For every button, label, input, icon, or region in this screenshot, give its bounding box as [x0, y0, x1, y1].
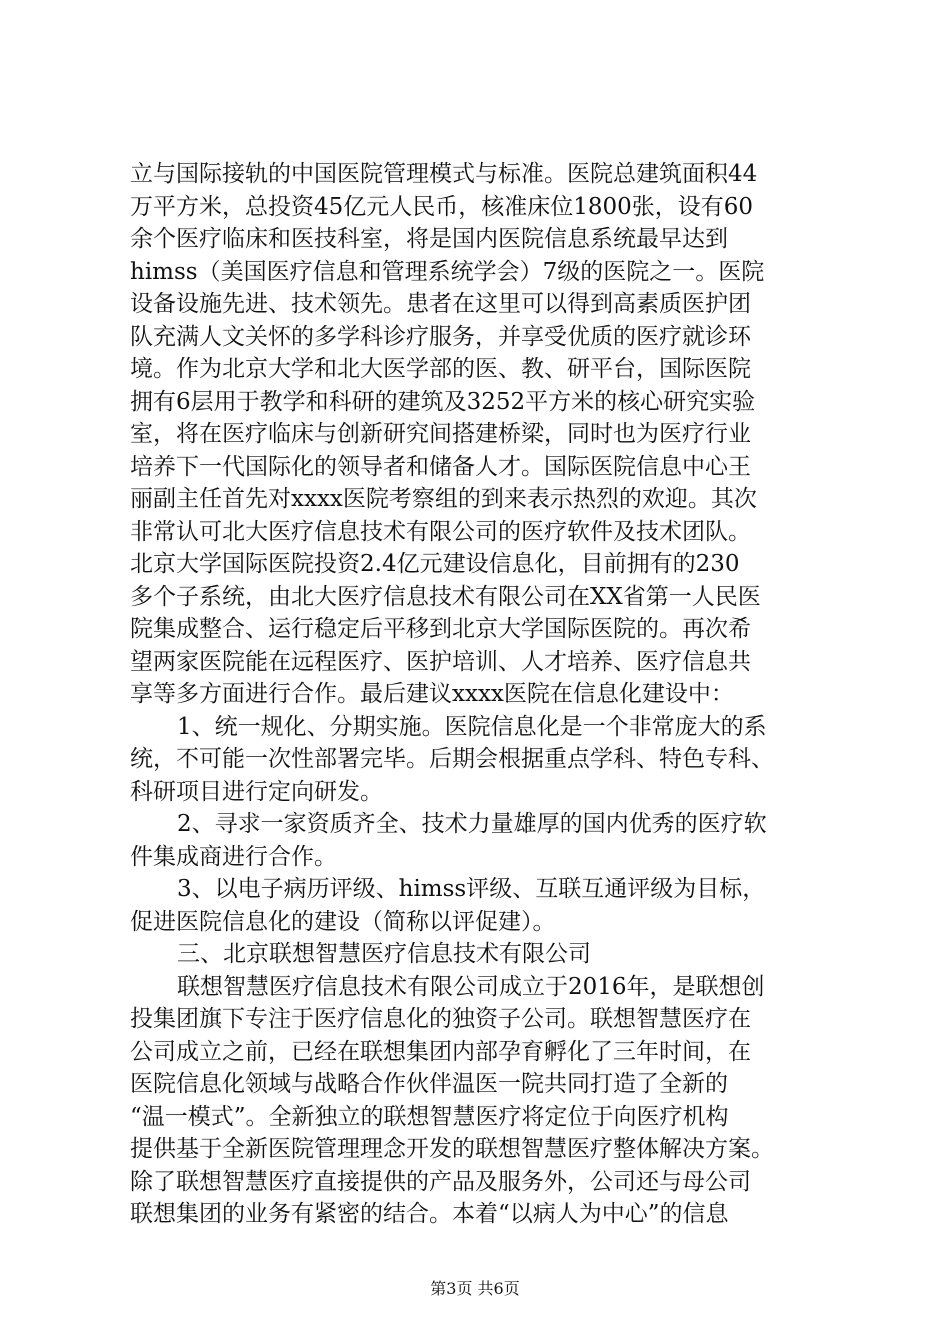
text-line: 多个子系统，由北大医疗信息技术有限公司在XX省第一人民医 — [130, 583, 761, 610]
text-line: 1、统一规化、分期实施。医院信息化是一个非常庞大的系 — [177, 713, 767, 740]
text-line: 件集成商进行合作。 — [130, 843, 337, 870]
text-line: 丽副主任首先对xxxx医院考察组的到来表示热烈的欢迎。其次 — [130, 486, 757, 512]
text-line: 培养下一代国际化的领导者和储备人才。国际医院信息中心王 — [130, 453, 751, 480]
text-line: 非常认可北大医疗信息技术有限公司的医疗软件及技术团队。 — [130, 518, 751, 545]
text-line: 除了联想智慧医疗直接提供的产品及服务外，公司还与母公司 — [130, 1168, 751, 1195]
text-line: 望两家医院能在远程医疗、医护培训、人才培养、医疗信息共 — [130, 648, 751, 675]
text-line: 立与国际接轨的中国医院管理模式与标准。医院总建筑面积44 — [130, 161, 758, 187]
page-footer: 第3页 共6页 — [430, 1279, 520, 1298]
text-line: 享等多方面进行合作。最后建议xxxx医院在信息化建设中： — [130, 681, 734, 707]
text-line: 万平方米，总投资45亿元人民币，核准床位1800张，设有60 — [130, 193, 754, 220]
body-text — [130, 158, 830, 1231]
text-line: 医院信息化领域与战略合作伙伴温医一院共同打造了全新的 — [130, 1071, 728, 1097]
text-line: 队充满人文关怀的多学科诊疗服务，并享受优质的医疗就诊环 — [130, 323, 751, 350]
text-line: 拥有6层用于教学和科研的建筑及3252平方米的核心研究实验 — [130, 388, 756, 415]
text-line: 北京大学国际医院投资2.4亿元建设信息化，目前拥有的230 — [130, 551, 740, 577]
text-line: 设备设施先进、技术领先。患者在这里可以得到高素质医护团 — [130, 291, 751, 317]
text-line: himss（美国医疗信息和管理系统学会）7级的医院之一。医院 — [130, 258, 765, 285]
text-line: “温一模式”。全新独立的联想智慧医疗将定位于向医疗机构 — [130, 1103, 729, 1130]
text-line: 余个医疗临床和医技科室，将是国内医院信息系统最早达到 — [130, 226, 728, 252]
text-line: 投集团旗下专注于医疗信息化的独资子公司。联想智慧医疗在 — [130, 1006, 751, 1032]
text-line: 统，不可能一次性部署完毕。后期会根据重点学科、特色专科、 — [130, 746, 774, 772]
text-line: 提供基于全新医院管理理念开发的联想智慧医疗整体解决方案。 — [130, 1136, 774, 1162]
text-line: 院集成整合、运行稳定后平移到北京大学国际医院的。再次希 — [130, 616, 751, 642]
text-line: 2、寻求一家资质齐全、技术力量雄厚的国内优秀的医疗软 — [177, 811, 767, 837]
text-line: 室，将在医疗临床与创新研究间搭建桥梁，同时也为医疗行业 — [130, 421, 751, 447]
text-line: 联想智慧医疗信息技术有限公司成立于2016年，是联想创 — [177, 973, 765, 1000]
text-line: 三、北京联想智慧医疗信息技术有限公司 — [177, 941, 591, 967]
text-line: 3、以电子病历评级、himss评级、互联互通评级为目标， — [177, 876, 766, 902]
text-line: 境。作为北京大学和北大医学部的医、教、研平台，国际医院 — [130, 356, 751, 382]
text-line: 促进医院信息化的建设（简称以评促建）。 — [130, 908, 556, 935]
text-line: 联想集团的业务有紧密的结合。本着“以病人为中心”的信息 — [130, 1201, 729, 1227]
text-line: 公司成立之前，已经在联想集团内部孕育孵化了三年时间，在 — [130, 1038, 751, 1065]
text-line: 科研项目进行定向研发。 — [130, 778, 383, 805]
